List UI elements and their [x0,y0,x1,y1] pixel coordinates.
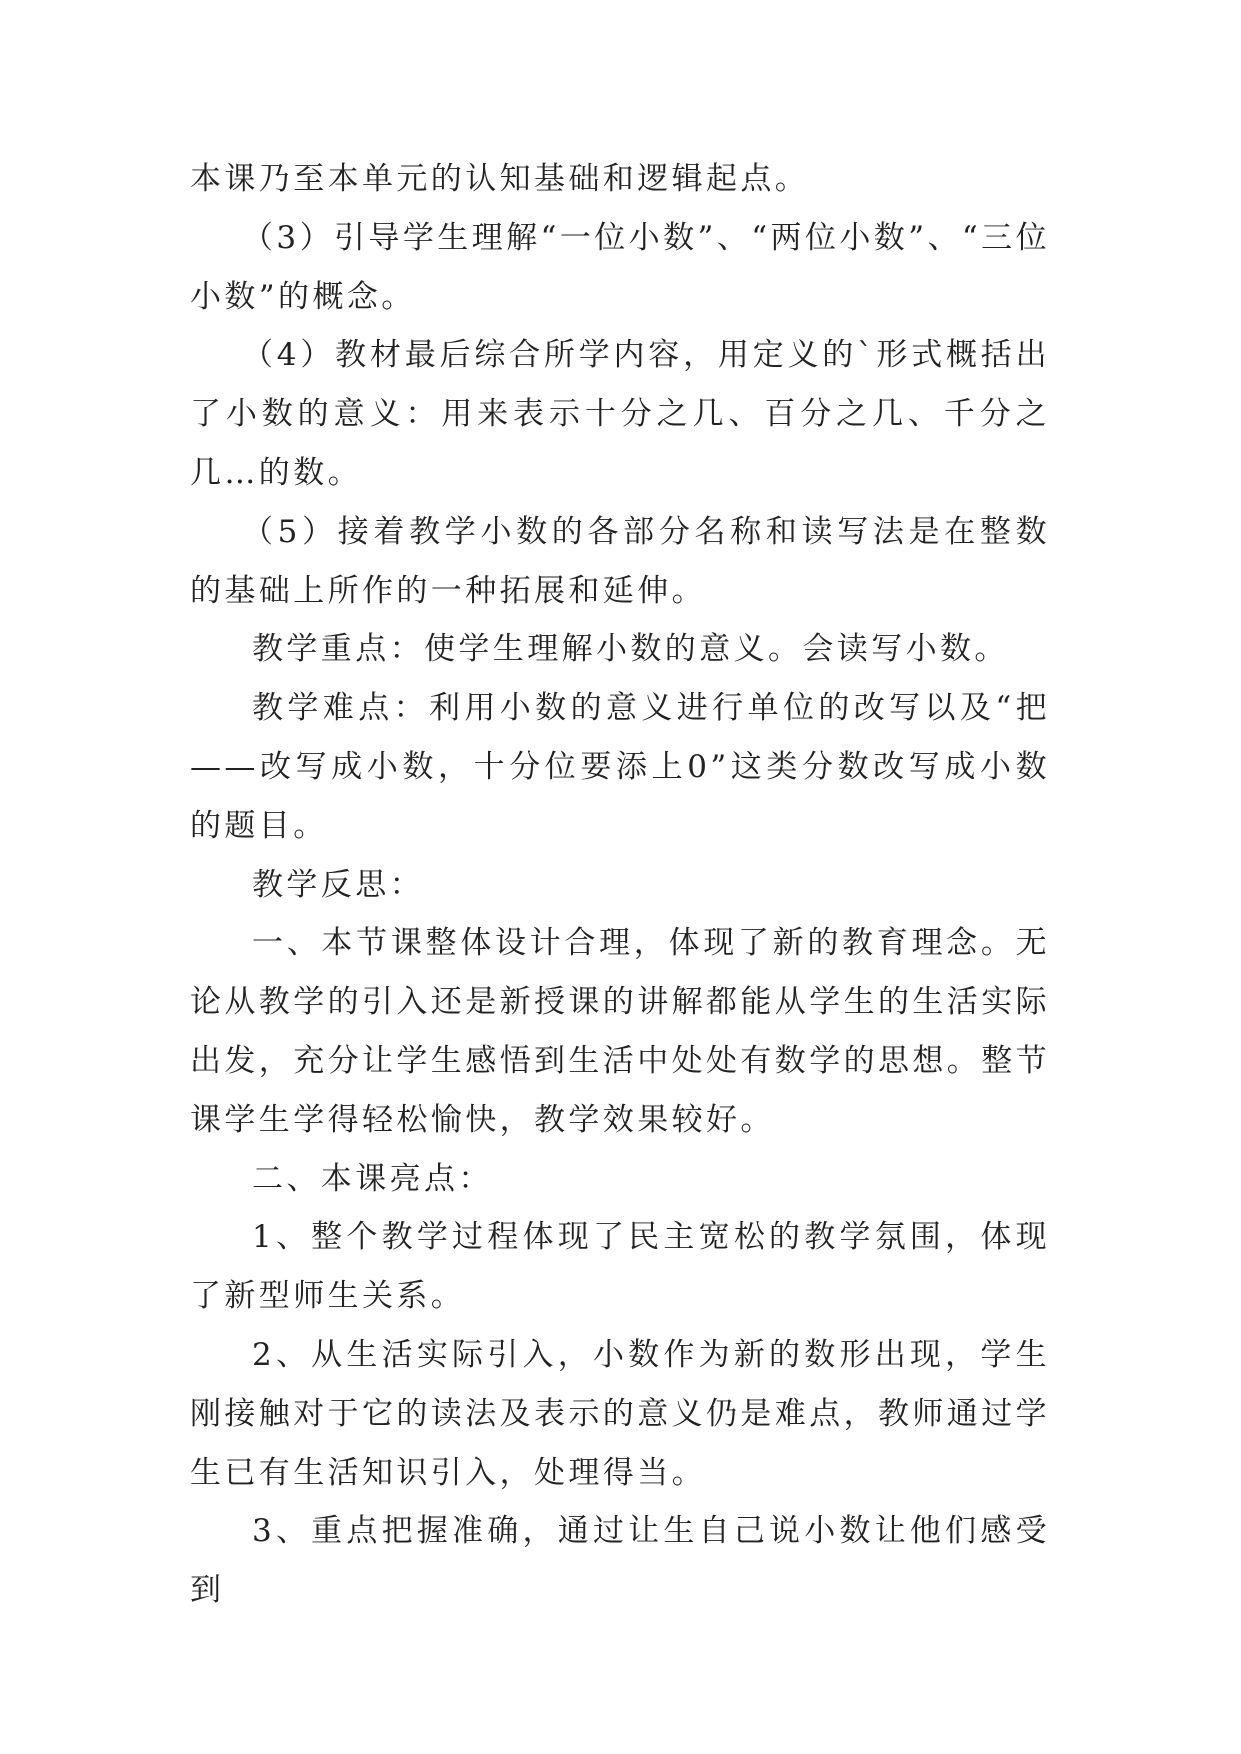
document-body [190,150,1050,1620]
paragraph-reflection-heading: 教学反思： [252,866,424,903]
paragraph-highlights-heading: 二、本课亮点： [252,1160,493,1197]
paragraph-item-5: （5）接着教学小数的各部分名称和读写法是在整数的基础上所作的一种拓展和延伸。 [190,513,1050,609]
paragraph-highlight-3: 3、重点把握准确，通过让生自己说小数让他们感受到 [190,1513,1050,1609]
paragraph-continuation: 本课乃至本单元的认知基础和逻辑起点。 [190,161,810,197]
paragraph-reflection-one: 一、本节课整体设计合理，体现了新的教育理念。无论从教学的引入还是新授课的讲解都能从学生的生活实际出发，充分让学生感悟到生活中处处有数学的思想。整节课学生学得轻松愉快，教学效果较好。 [190,925,1050,1138]
paragraph-item-3: （3）引导学生理解“一位小数”、“两位小数”、“三位小数”的概念。 [190,219,1050,315]
paragraph-teaching-difficulty: 教学难点：利用小数的意义进行单位的改写以及“把——改写成小数，十分位要添上0”这类分数改写成小数的题目。 [190,690,1050,844]
paragraph-item-4: （4）教材最后综合所学内容，用定义的`形式概括出了小数的意义：用来表示十分之几、百分之几、千分之几…的数。 [190,337,1050,491]
paragraph-teaching-focus: 教学重点：使学生理解小数的意义。会读写小数。 [252,631,1009,668]
paragraph-highlight-1: 1、整个教学过程体现了民主宽松的教学氛围，体现了新型师生关系。 [190,1219,1050,1315]
paragraph-highlight-2: 2、从生活实际引入，小数作为新的数形出现，学生刚接触对于它的读法及表示的意义仍是难点，教师通过学生已有生活知识引入，处理得当。 [190,1336,1050,1491]
